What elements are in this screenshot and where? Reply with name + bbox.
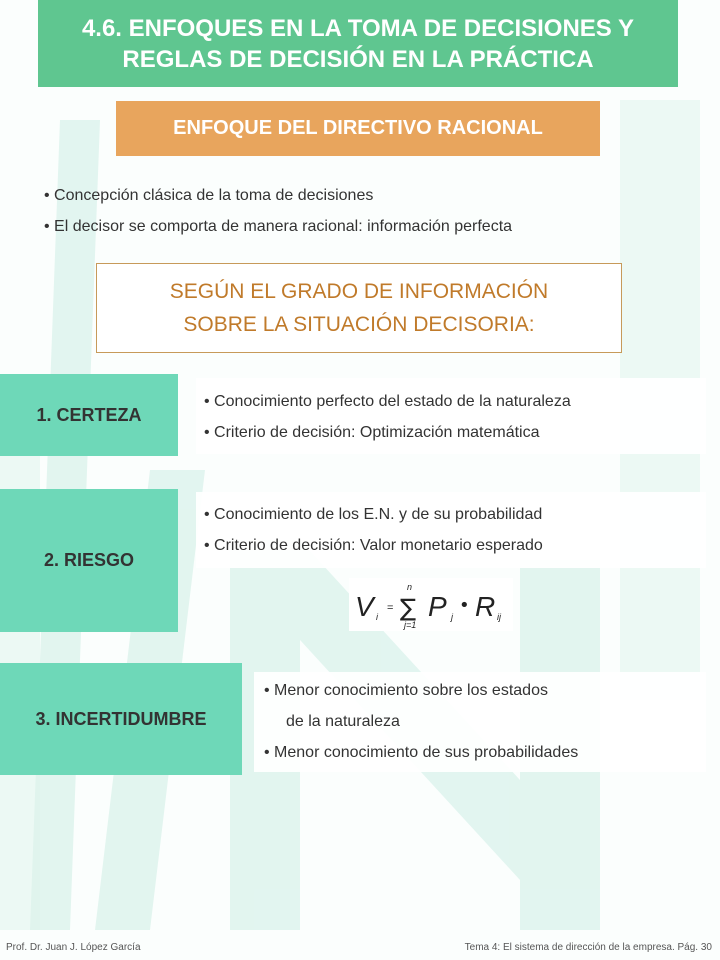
case-certeza-box [0,374,178,456]
title-line-2: REGLAS DE DECISIÓN EN LA PRÁCTICA [122,45,594,73]
footer-author: Prof. Dr. Juan J. López García [6,942,141,953]
formula-R: R [475,591,496,622]
case-riesgo-box [0,489,178,632]
formula-dot: • [459,595,470,616]
intro-bullet-1: • Concepción clásica de la toma de decisiones [44,180,512,211]
case-riesgo-bullets [204,499,543,561]
formula-sum: ∑ [400,594,417,622]
footer-page-info: Tema 4: El sistema de dirección de la empresa. Pág. 30 [464,942,712,953]
incertidumbre-bullet-2: • Menor conocimiento de sus probabilidades [264,737,578,768]
incertidumbre-bullet-1-cont: de la naturaleza [286,713,400,730]
formula-i: i [376,612,378,622]
riesgo-bullet-2: • Criterio de decisión: Valor monetario esperado [204,530,543,561]
certeza-bullet-2: • Criterio de decisión: Optimización matemática [204,417,571,448]
intro-bullet-2: • El decisor se comporta de manera racional: información perfecta [44,211,512,242]
incertidumbre-bullet-1: • Menor conocimiento sobre los estados [264,675,578,706]
case-incertidumbre-label: 3. INCERTIDUMBRE [35,708,207,729]
info-box-line-1: SEGÚN EL GRADO DE INFORMACIÓN [169,280,549,303]
expected-value-formula [349,578,513,631]
case-certeza-label: 1. CERTEZA [36,404,142,425]
formula-P: P [428,591,447,622]
subtitle: ENFOQUE DEL DIRECTIVO RACIONAL [173,117,543,139]
intro-bullets [44,180,512,242]
info-box-line-2: SOBRE LA SITUACIÓN DECISORIA: [183,313,535,336]
formula-j: j [451,612,453,622]
riesgo-bullet-1: • Conocimiento de los E.N. y de su probabilidad [204,499,543,530]
formula-ij: ij [497,612,501,622]
case-incertidumbre-bullets [264,675,578,768]
title-line-1: 4.6. ENFOQUES EN LA TOMA DE DECISIONES Y [81,14,635,42]
certeza-bullet-1: • Conocimiento perfecto del estado de la naturaleza [204,386,571,417]
formula-eq: = [387,602,394,614]
info-box [96,263,622,353]
case-riesgo-label: 2. RIESGO [43,550,135,570]
formula-V: V [355,591,374,622]
subtitle-bar [116,101,600,156]
formula-lower: j=1 [404,620,417,630]
title-bar [38,0,678,87]
formula-upper: n [407,582,413,592]
case-certeza-bullets [204,386,571,448]
case-incertidumbre-box [0,663,242,775]
